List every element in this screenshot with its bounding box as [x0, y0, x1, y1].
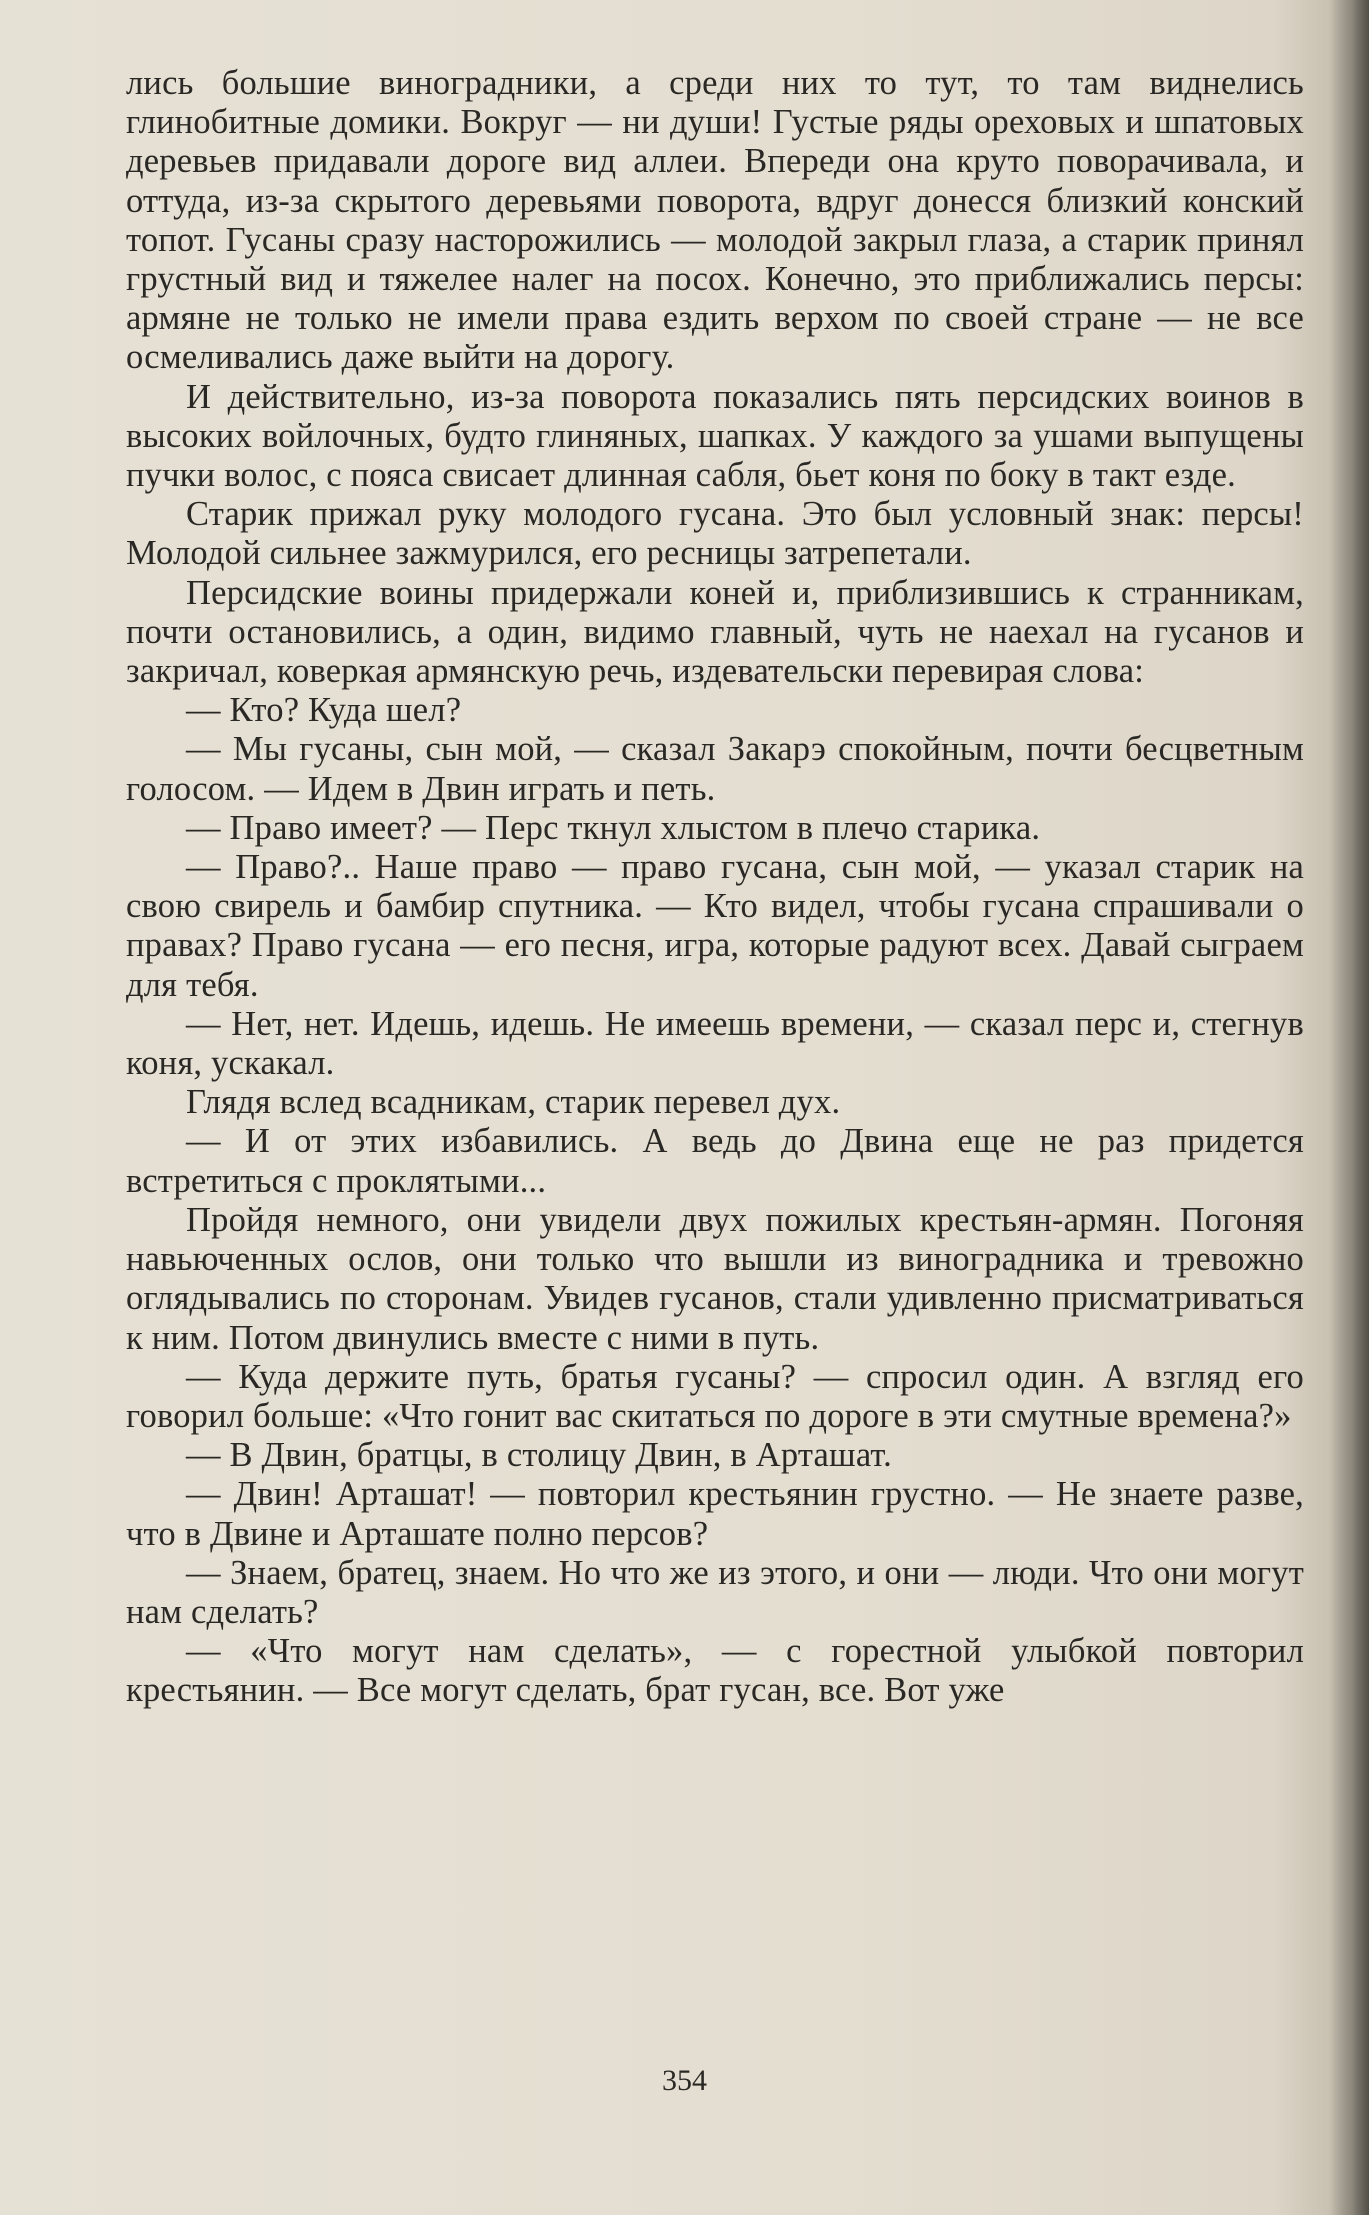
dialogue-line: — Право имеет? — Перс ткнул хлыстом в плечо старика.	[186, 808, 1041, 847]
paragraph: Глядя вслед всадникам, старик перевел дух.	[186, 1083, 841, 1122]
dialogue-line: — Кто? Куда шел?	[186, 691, 462, 730]
dialogue-line: — Нет, нет. Идешь, идешь. Не имеешь времени, — сказал перс и, стегнув коня, ускакал.	[126, 1004, 1304, 1083]
dialogue-line: — Право?.. Наше право — право гусана, сын мой, — указал старик на свою свирель и бамбир спутника. — Кто видел, чтобы гусана спрашивали о правах? Право гусана — его песня, игра, которые радуют всех. Давай сыграем для тебя.	[126, 848, 1304, 1004]
dialogue-line: — Двин! Арташат! — повторил крестьянин грустно. — Не знаете разве, что в Двине и Арташате полно персов?	[126, 1475, 1304, 1553]
dialogue-line: — Знаем, братец, знаем. Но что же из этого, и они — люди. Что они могут нам сделать?	[126, 1553, 1304, 1631]
paragraph: Персидские воины придержали коней и, приблизившись к странникам, почти остановились, а один, видимо главный, чуть не наехал на гусанов и закричал, коверкая армянскую речь, издевательски перевирая слова:	[126, 573, 1304, 691]
page-text	[126, 64, 1304, 1711]
page-number: 354	[662, 2064, 707, 2097]
dialogue-line: — «Что могут нам сделать», — с горестной улыбкой повторил крестьянин. — Все могут сделать, брат гусан, все. Вот уже	[126, 1632, 1304, 1710]
dialogue-line: — Мы гусаны, сын мой, — сказал Закарэ спокойным, почти бесцветным голосом. — Идем в Двин играть и петь.	[126, 730, 1304, 808]
paragraph: И действительно, из-за поворота показались пять персидских воинов в высоких войлочных, будто глиняных, шапках. У каждого за ушами выпущены пучки волос, с пояса свисает длинная сабля, бьет коня по боку в такт езде.	[126, 377, 1304, 495]
dialogue-line: — И от этих избавились. А ведь до Двина еще не раз придется встретиться с проклятыми...	[126, 1122, 1304, 1200]
paragraph: Старик прижал руку молодого гусана. Это был условный знак: персы! Молодой сильнее зажмурился, его ресницы затрепетали.	[126, 495, 1304, 573]
book-spine-shadow	[1331, 0, 1369, 2215]
dialogue-line: — В Двин, братцы, в столицу Двин, в Арташат.	[186, 1436, 892, 1475]
paragraph: лись большие виноградники, а среди них то тут, то там виднелись глинобитные домики. Вокруг — ни души! Густые ряды ореховых и шпатовых деревьев придавали дороге вид аллеи. Впереди она круто поворачивала, и оттуда, из-за скрытого деревьями поворота, вдруг донесся близкий конский топот. Гусаны сразу насторожились — молодой закрыл глаза, а старик принял грустный вид и тяжелее налег на посох. Конечно, это приближались персы: армяне не только не имели права ездить верхом по своей стране — не все осмеливались даже выйти на дорогу.	[126, 64, 1304, 377]
dialogue-line: — Куда держите путь, братья гусаны? — спросил один. А взгляд его говорил больше: «Что гонит вас скитаться по дороге в эти смутные времена?»	[126, 1357, 1304, 1435]
paragraph: Пройдя немного, они увидели двух пожилых крестьян-армян. Погоняя навьюченных ослов, они только что вышли из виноградника и тревожно оглядывались по сторонам. Увидев гусанов, стали удивленно присматриваться к ним. Потом двинулись вместе с ними в путь.	[126, 1200, 1304, 1357]
